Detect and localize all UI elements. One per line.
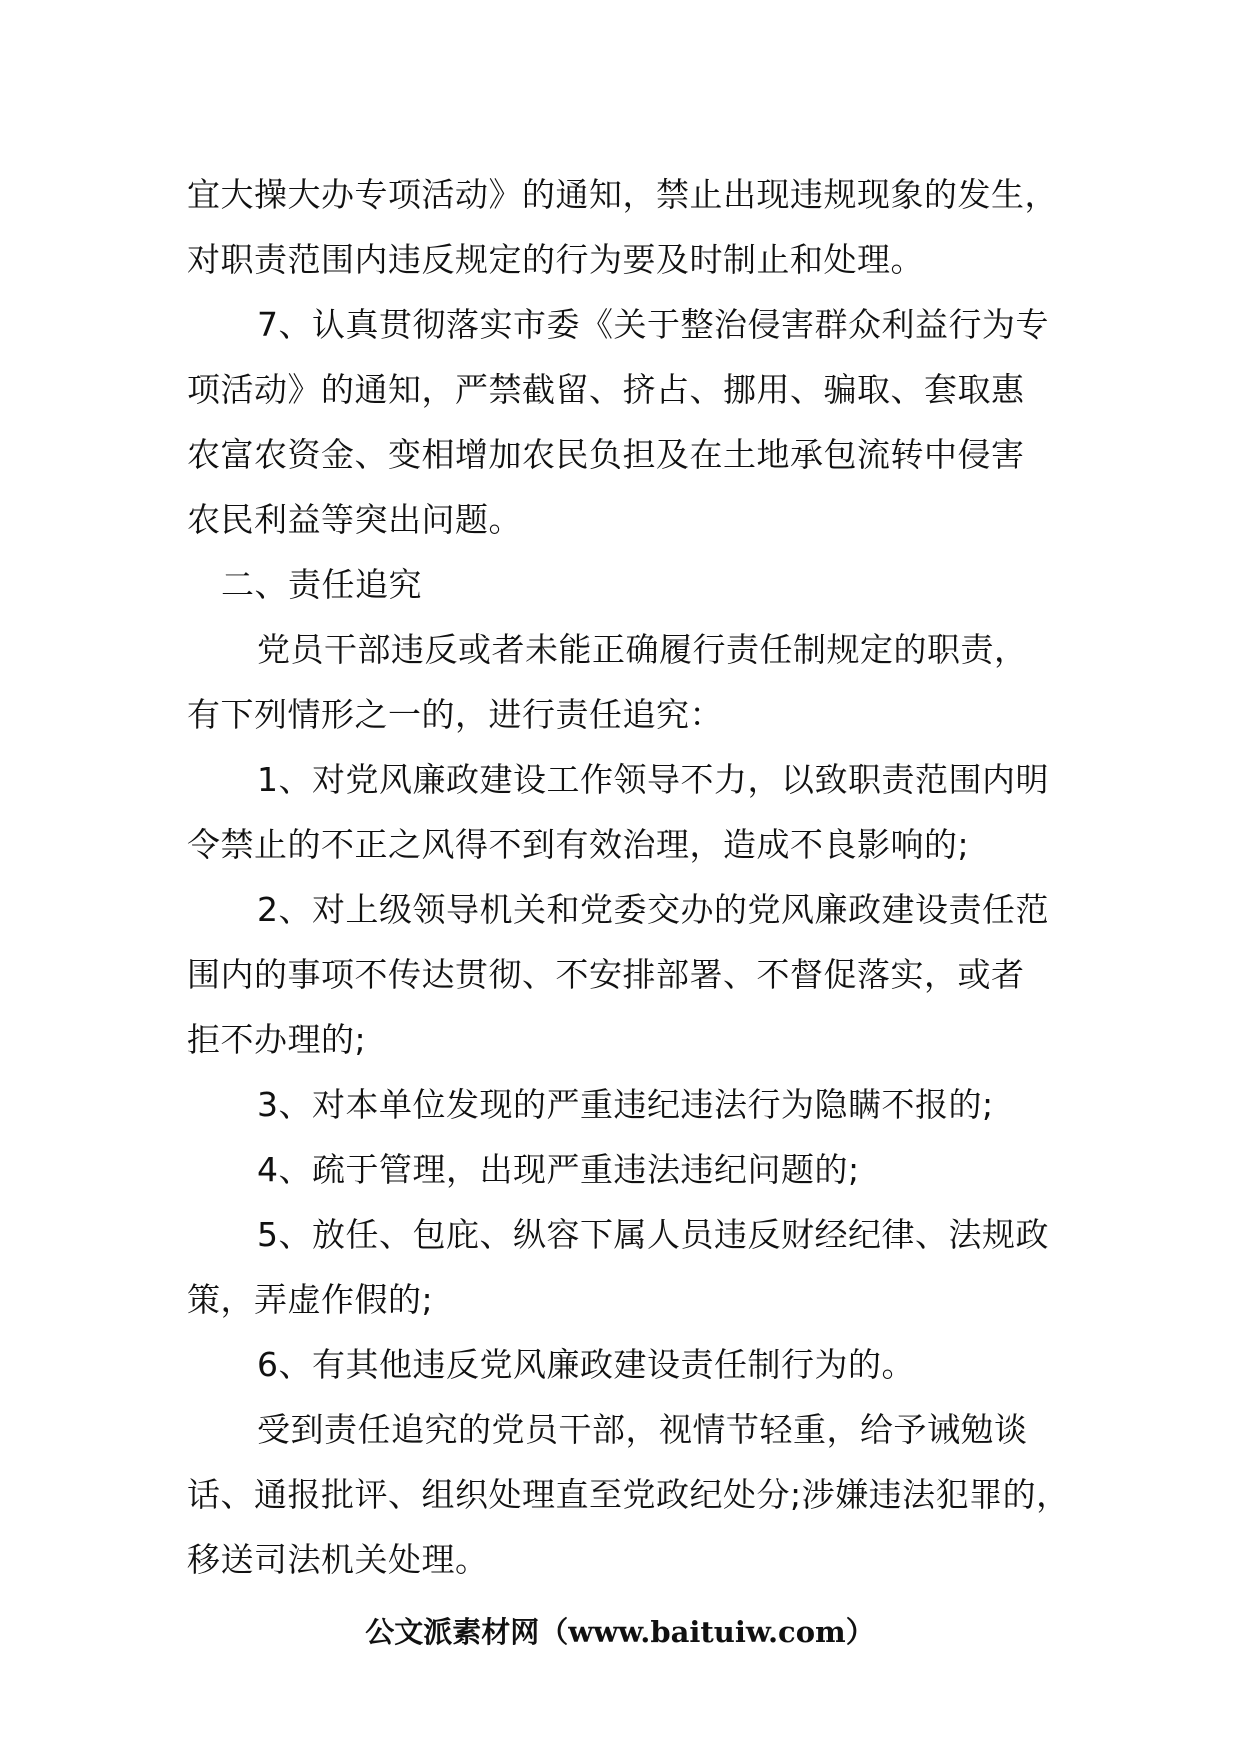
text-line: 农富农资金、变相增加农民负担及在土地承包流转中侵害 [187,435,1025,474]
text-line: 4、疏于管理，出现严重违法违纪问题的; [257,1150,860,1189]
section-heading: 二、责任追究 [221,565,422,604]
text-line: 6、有其他违反党风廉政建设责任制行为的。 [257,1345,915,1384]
text-line: 5、放任、包庇、纵容下属人员违反财经纪律、法规政 [257,1215,1049,1254]
document-body [187,162,1070,1592]
text-line: 受到责任追究的党员干部，视情节轻重，给予诫勉谈 [257,1410,1028,1449]
text-line: 令禁止的不正之风得不到有效治理，造成不良影响的; [187,825,970,864]
text-line: 3、对本单位发现的严重违纪违法行为隐瞒不报的; [257,1085,994,1124]
text-line: 策，弄虚作假的; [187,1280,434,1319]
text-line: 宜大操大办专项活动》的通知，禁止出现违规现象的发生， [187,175,1058,214]
text-line: 围内的事项不传达贯彻、不安排部署、不督促落实，或者 [187,955,1025,994]
text-line: 有下列情形之一的，进行责任追究： [187,695,723,734]
text-line: 1、对党风廉政建设工作领导不力，以致职责范围内明 [257,760,1049,799]
text-line: 2、对上级领导机关和党委交办的党风廉政建设责任范 [257,890,1049,929]
text-line: 对职责范围内违反规定的行为要及时制止和处理。 [187,240,924,279]
text-line: 话、通报批评、组织处理直至党政纪处分;涉嫌违法犯罪的， [187,1475,1070,1514]
text-line: 移送司法机关处理。 [187,1540,489,1579]
text-line: 农民利益等突出问题。 [187,500,522,539]
text-line: 项活动》的通知，严禁截留、挤占、挪用、骗取、套取惠 [187,370,1025,409]
footer-source-label: 公文派素材网（www.baituiw.com） [365,1615,875,1649]
text-line: 拒不办理的; [187,1020,367,1059]
text-line: 7、认真贯彻落实市委《关于整治侵害群众利益行为专 [257,305,1049,344]
text-line: 党员干部违反或者未能正确履行责任制规定的职责， [257,630,1028,669]
